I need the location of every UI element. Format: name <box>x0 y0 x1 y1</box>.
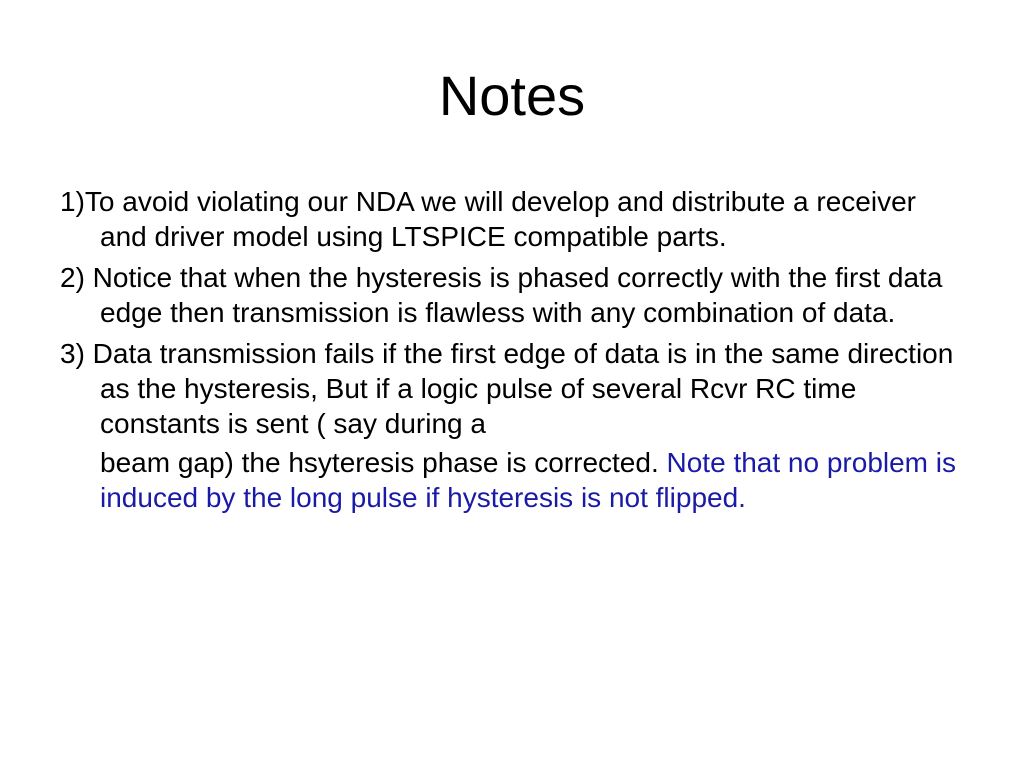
note-3-highlight: Note that no problem is induced by the long pulse if hysteresis is not flipped. <box>100 447 957 513</box>
note-2-text: 2) Notice that when the hysteresis is phased correctly with the first data edge then transmission is flawless with any combination of data. <box>60 262 943 328</box>
note-1-text: 1)To avoid violating our NDA we will develop and distribute a receiver and driver model using LTSPICE compatible parts. <box>60 186 916 252</box>
note-item-1 <box>60 184 960 254</box>
note-3-tail <box>100 445 960 515</box>
note-3-text-part2: beam gap) the hsyteresis phase is corrected. <box>100 447 667 478</box>
notes-list <box>60 184 960 521</box>
slide-title: Notes <box>438 64 586 127</box>
note-3-text-part1: 3) Data transmission fails if the first edge of data is in the same direction as the hysteresis, But if a logic pulse of several Rcvr RC time constants is sent ( say during a <box>60 338 954 439</box>
note-item-3 <box>60 336 960 515</box>
note-item-2 <box>60 260 960 330</box>
